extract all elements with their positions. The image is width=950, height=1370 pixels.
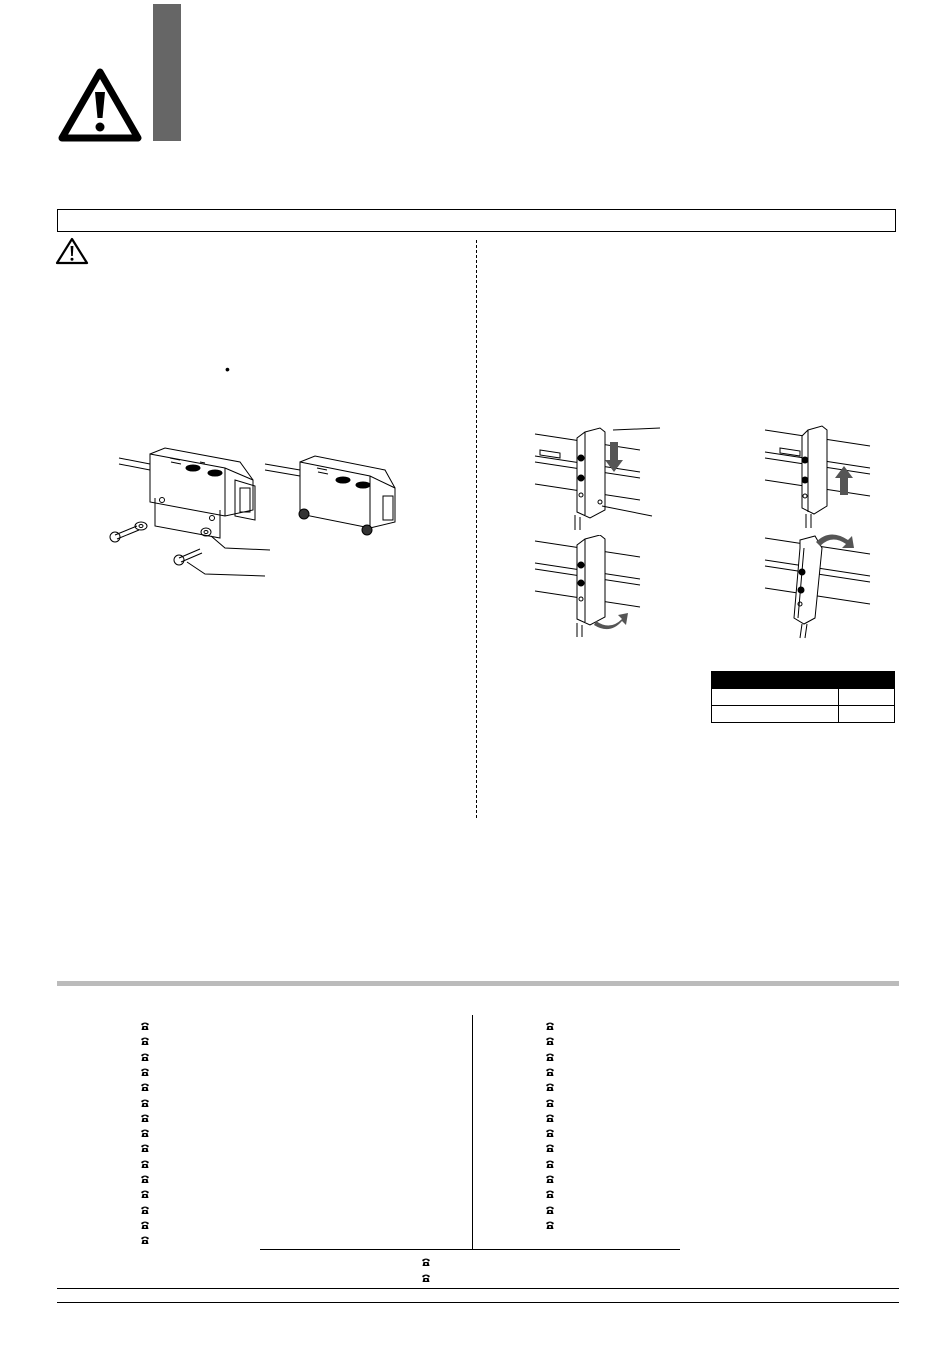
footer-rule-bottom bbox=[57, 1302, 899, 1303]
table-cell bbox=[839, 689, 895, 706]
phone-icon bbox=[140, 1082, 150, 1095]
phone-icon bbox=[140, 1021, 150, 1034]
column-divider bbox=[476, 240, 477, 818]
phone-icon bbox=[140, 1052, 150, 1065]
phone-icon bbox=[140, 1113, 150, 1126]
table-header-row bbox=[712, 672, 895, 689]
table-cell bbox=[839, 706, 895, 723]
table-row bbox=[712, 706, 895, 723]
table-header-cell bbox=[712, 672, 839, 689]
phone-icon bbox=[545, 1052, 555, 1065]
phone-icon bbox=[140, 1174, 150, 1187]
phone-icon bbox=[545, 1205, 555, 1218]
table-header-cell bbox=[839, 672, 895, 689]
din-rail-remove-figure bbox=[760, 528, 900, 643]
phone-icon bbox=[140, 1036, 150, 1049]
phone-icon bbox=[545, 1082, 555, 1095]
section-title-box bbox=[57, 209, 896, 232]
table-cell bbox=[712, 689, 839, 706]
phone-icon bbox=[140, 1067, 150, 1080]
phone-icon bbox=[421, 1257, 431, 1270]
phone-icon bbox=[140, 1159, 150, 1172]
table-row bbox=[712, 689, 895, 706]
din-rail-mount-figure bbox=[530, 420, 670, 535]
footer-rule-top bbox=[57, 1288, 899, 1289]
footer-separator bbox=[57, 981, 899, 986]
phone-icon bbox=[140, 1235, 150, 1248]
phone-icon bbox=[545, 1128, 555, 1141]
phone-icon bbox=[140, 1220, 150, 1233]
phone-icon bbox=[545, 1021, 555, 1034]
phone-icon bbox=[140, 1128, 150, 1141]
phone-icon bbox=[545, 1159, 555, 1172]
table-cell bbox=[712, 706, 839, 723]
phone-icon bbox=[140, 1205, 150, 1218]
din-rail-release-figure bbox=[760, 420, 900, 530]
warning-triangle-icon bbox=[58, 68, 142, 142]
phone-icon bbox=[140, 1098, 150, 1111]
header-accent-bar bbox=[153, 4, 181, 141]
bullet-mark: • bbox=[225, 361, 230, 377]
phone-icon bbox=[545, 1174, 555, 1187]
phone-icon bbox=[545, 1189, 555, 1202]
phone-icon bbox=[545, 1220, 555, 1233]
phone-icon bbox=[545, 1067, 555, 1080]
mounting-spec-table bbox=[711, 671, 895, 723]
phone-icon bbox=[140, 1189, 150, 1202]
phone-icon bbox=[545, 1143, 555, 1156]
phone-icon bbox=[545, 1113, 555, 1126]
din-rail-rotate-figure bbox=[530, 535, 670, 645]
phone-icon bbox=[421, 1273, 431, 1286]
contacts-bottom-rule bbox=[260, 1249, 680, 1250]
sensor-mounting-figure bbox=[105, 440, 405, 590]
phone-icon bbox=[140, 1143, 150, 1156]
contacts-divider bbox=[472, 1015, 473, 1250]
phone-icon bbox=[545, 1098, 555, 1111]
caution-triangle-icon bbox=[55, 237, 89, 265]
phone-icon bbox=[545, 1036, 555, 1049]
